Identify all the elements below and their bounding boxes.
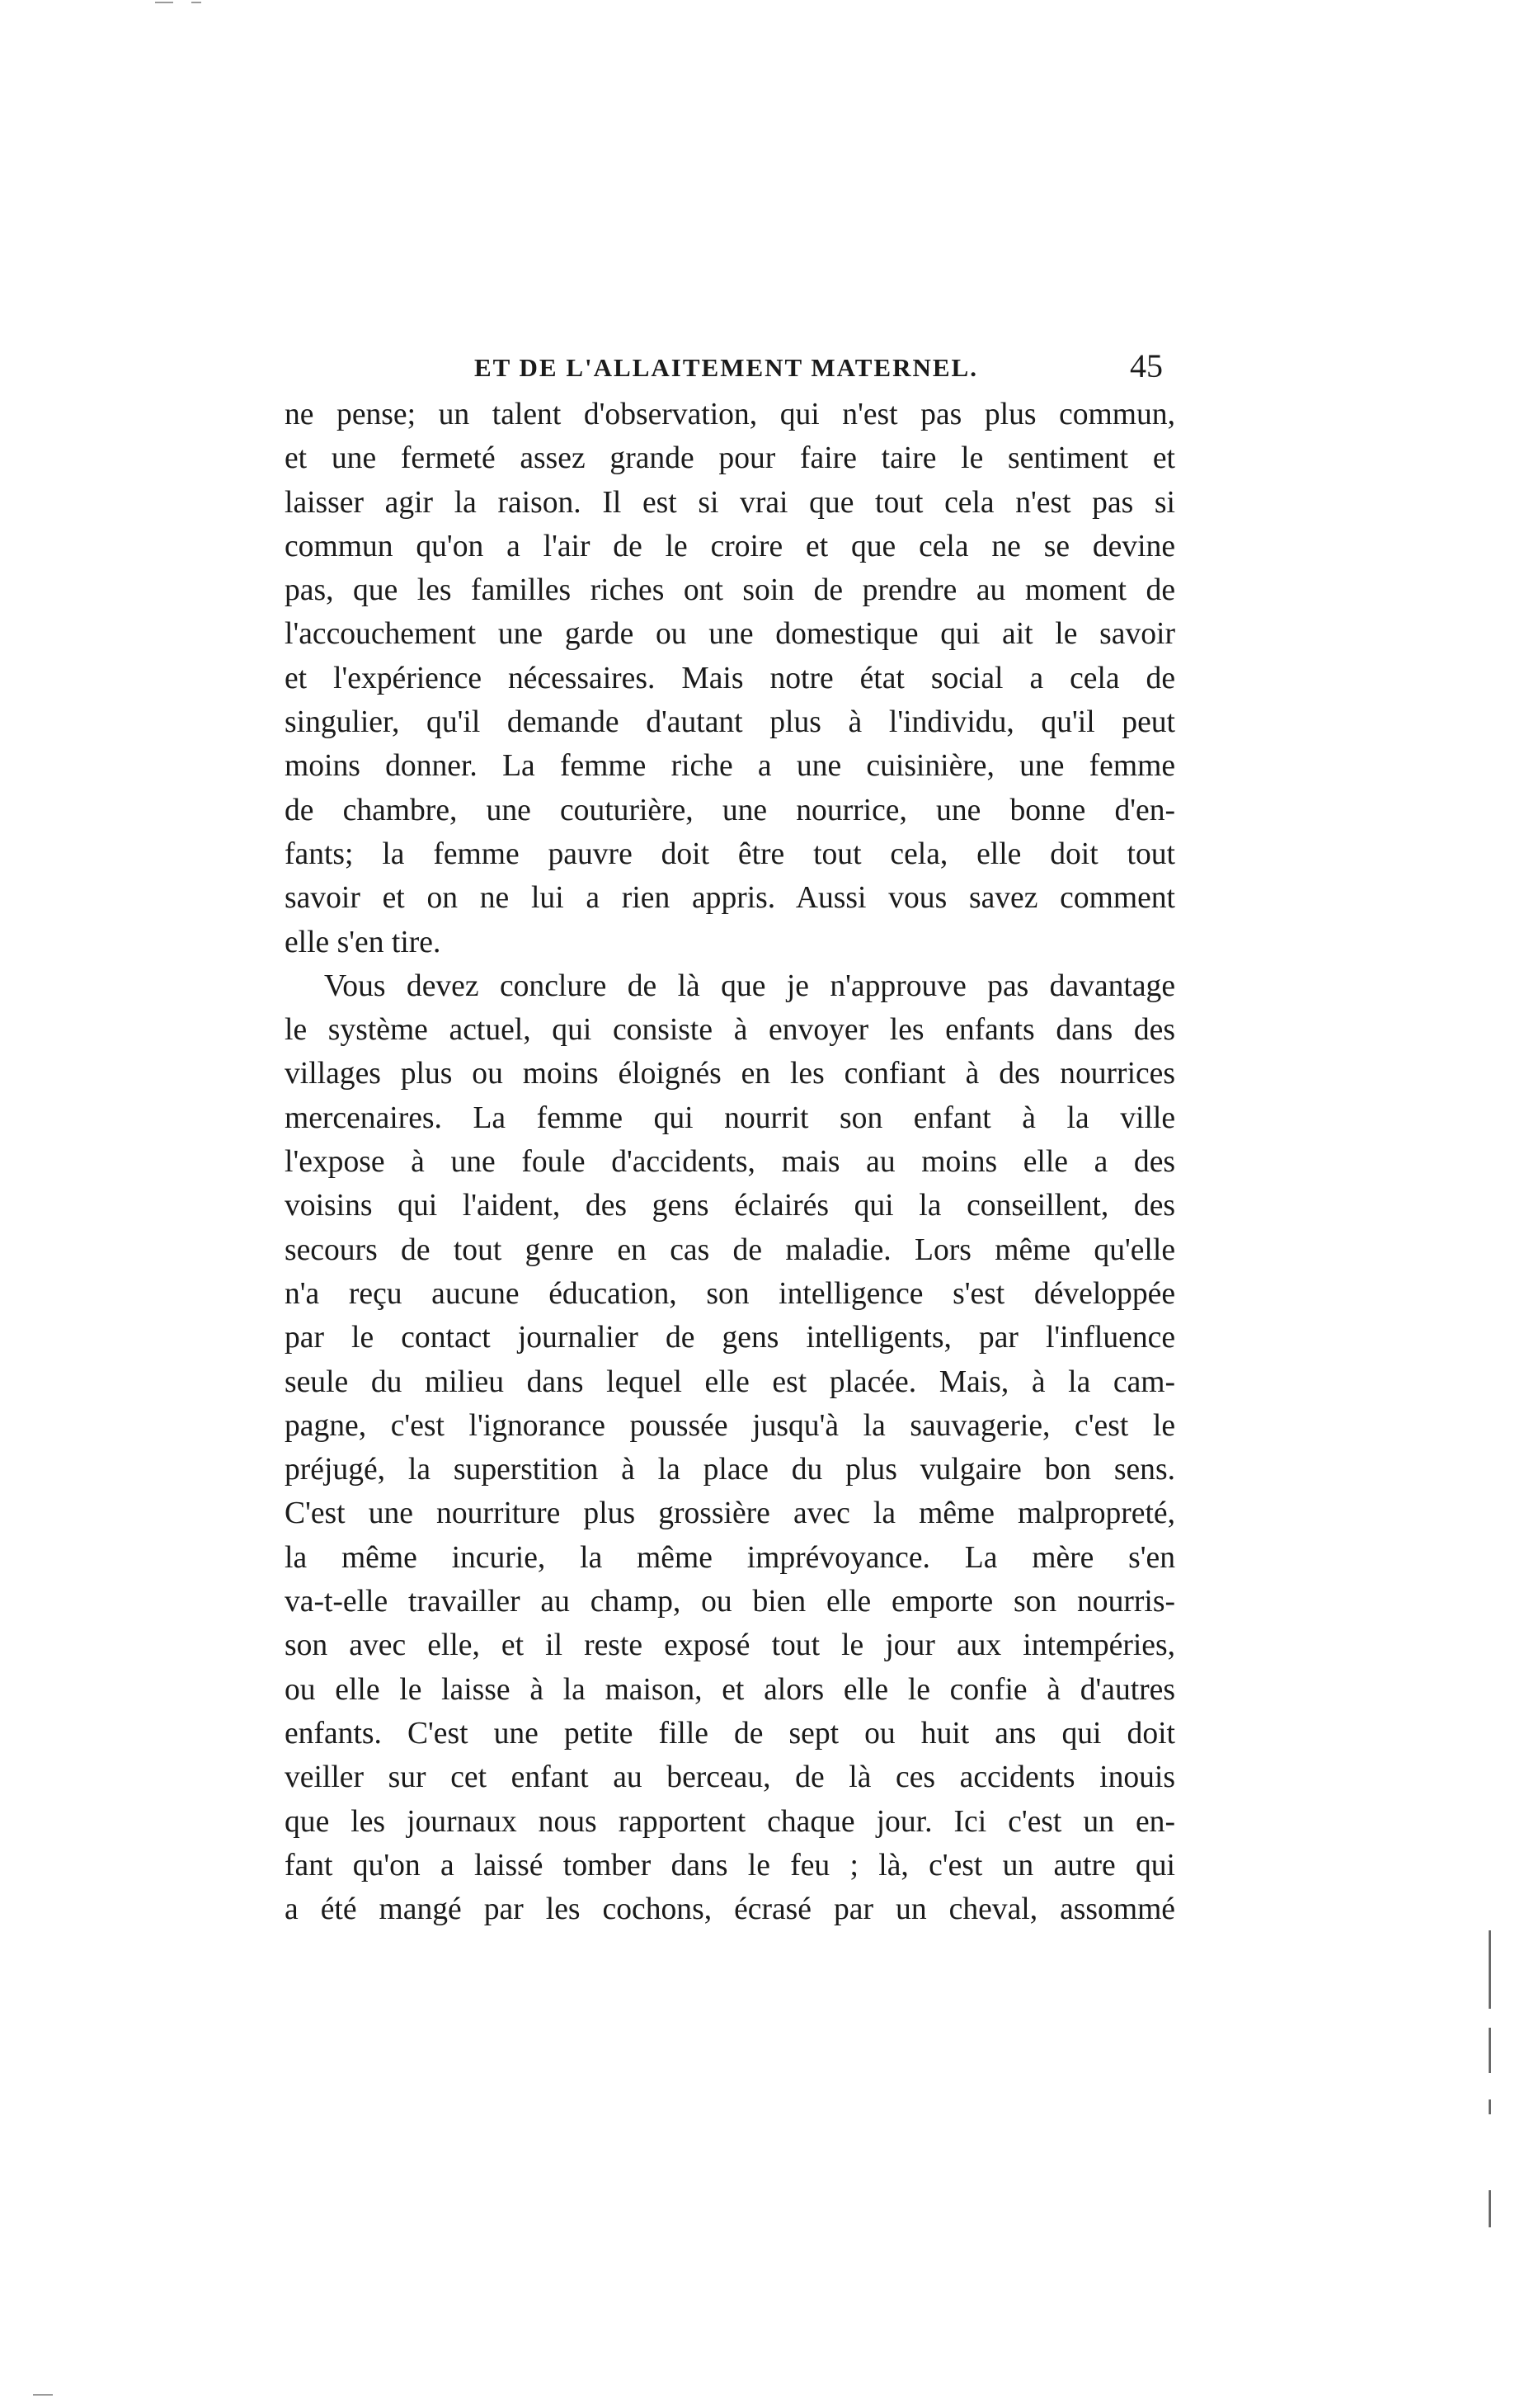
text-line: commun qu'on a l'air de le croire et que cela ne se devine	[285, 529, 1175, 563]
text-line: de chambre, une couturière, une nourrice, une bonne d'en-	[285, 793, 1175, 827]
text-line: que les journaux nous rapportent chaque jour. Ici c'est un en-	[285, 1804, 1175, 1839]
text-line: voisins qui l'aident, des gens éclairés qui la conseillent, des	[285, 1189, 1175, 1223]
text-line: veiller sur cet enfant au berceau, de là ces accidents inouis	[285, 1760, 1175, 1795]
text-line: la même incurie, la même imprévoyance. La mère s'en	[285, 1540, 1175, 1575]
text-line: fant qu'on a laissé tomber dans le feu ; là, c'est un autre qui	[285, 1848, 1175, 1883]
margin-mark	[1489, 2028, 1491, 2073]
scan-mark-bottom-left	[33, 2394, 53, 2396]
text-line: villages plus ou moins éloignés en les confiant à des nourrices	[285, 1057, 1175, 1091]
page-number: 45	[1130, 347, 1163, 384]
text-line: enfants. C'est une petite fille de sept ou huit ans qui doit	[285, 1716, 1175, 1751]
text-line: a été mangé par les cochons, écrasé par un cheval, assommé	[285, 1892, 1175, 1927]
margin-mark	[1489, 1930, 1491, 2009]
text-line: va-t-elle travailler au champ, ou bien elle emporte son nourris-	[285, 1585, 1175, 1619]
text-line: ne pense; un talent d'observation, qui n'est pas plus commun,	[285, 398, 1175, 431]
text-line: ou elle le laisse à la maison, et alors elle le confie à d'autres	[285, 1672, 1175, 1707]
text-line: fants; la femme pauvre doit être tout cela, elle doit tout	[285, 836, 1175, 871]
text-line: par le contact journalier de gens intelligents, par l'influence	[285, 1321, 1175, 1355]
text-line: son avec elle, et il reste exposé tout le jour aux intempéries,	[285, 1628, 1175, 1663]
text-line: pagne, c'est l'ignorance poussée jusqu'à la sauvagerie, c'est le	[285, 1408, 1175, 1443]
text-line: et l'expérience nécessaires. Mais notre état social a cela de	[285, 661, 1175, 695]
text-line: secours de tout genre en cas de maladie. Lors même qu'elle	[285, 1232, 1175, 1267]
paragraph-start-line: Vous devez conclure de là que je n'approuve pas davantage	[324, 968, 1175, 1003]
margin-mark	[1489, 2190, 1491, 2227]
text-line: singulier, qu'il demande d'autant plus à l'individu, qu'il peut	[285, 705, 1175, 740]
text-line: l'expose à une foule d'accidents, mais au moins elle a des	[285, 1145, 1175, 1180]
text-line: C'est une nourriture plus grossière avec la même malpropreté,	[285, 1496, 1175, 1531]
text-line: seule du milieu dans lequel elle est placée. Mais, à la cam-	[285, 1364, 1175, 1399]
text-line: pas, que les familles riches ont soin de prendre au moment de	[285, 573, 1175, 608]
paragraph-end-line: elle s'en tire.	[285, 925, 441, 959]
scan-mark-top-left	[155, 2, 173, 3]
text-line: laisser agir la raison. Il est si vrai que tout cela n'est pas si	[285, 485, 1175, 520]
text-line: et une fermeté assez grande pour faire taire le sentiment et	[285, 441, 1175, 476]
scan-mark-top-left-2	[191, 2, 201, 3]
text-line: le système actuel, qui consiste à envoyer les enfants dans des	[285, 1013, 1175, 1048]
text-line: mercenaires. La femme qui nourrit son enfant à la ville	[285, 1100, 1175, 1135]
text-line: savoir et on ne lui a rien appris. Aussi vous savez comment	[285, 881, 1175, 916]
running-title: ET DE L'ALLAITEMENT MATERNEL.	[474, 353, 978, 382]
text-line: l'accouchement une garde ou une domestique qui ait le savoir	[285, 617, 1175, 652]
text-line: n'a reçu aucune éducation, son intelligence s'est développée	[285, 1276, 1175, 1311]
text-line: préjugé, la superstition à la place du plus vulgaire bon sens.	[285, 1453, 1175, 1487]
text-line: moins donner. La femme riche a une cuisinière, une femme	[285, 749, 1175, 784]
margin-mark	[1489, 2099, 1491, 2114]
body-text	[285, 393, 1175, 1931]
